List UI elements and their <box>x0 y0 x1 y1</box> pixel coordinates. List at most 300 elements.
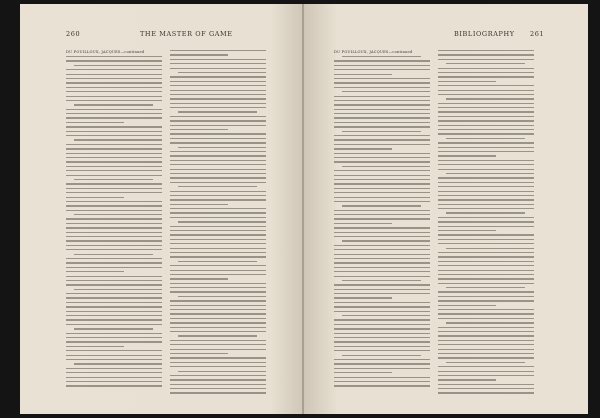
text-line <box>170 270 266 271</box>
text-line <box>438 177 534 178</box>
text-line <box>66 324 162 325</box>
text-line <box>438 85 534 86</box>
text-line <box>334 377 430 378</box>
text-line <box>66 341 162 342</box>
text-line <box>334 218 430 219</box>
text-line <box>66 236 162 237</box>
text-line <box>342 91 430 92</box>
text-line <box>438 199 534 200</box>
text-line <box>334 170 430 171</box>
text-line <box>334 293 430 294</box>
text-line <box>438 186 534 187</box>
text-line <box>170 234 266 235</box>
text-line <box>342 280 421 281</box>
text-line <box>334 179 430 180</box>
text-line <box>66 78 162 79</box>
text-line <box>170 362 266 363</box>
text-line <box>438 278 534 279</box>
text-line <box>66 372 162 373</box>
text-line <box>170 384 266 385</box>
text-line <box>170 327 266 328</box>
text-line <box>438 151 534 152</box>
text-line <box>334 363 430 364</box>
text-line <box>438 142 534 143</box>
text-line <box>438 270 534 271</box>
text-line <box>66 223 162 224</box>
text-line <box>178 72 266 73</box>
text-line <box>446 248 534 249</box>
text-line <box>66 262 162 263</box>
text-line <box>170 173 266 174</box>
text-line <box>334 359 430 360</box>
text-line <box>66 306 162 307</box>
text-line <box>170 85 266 86</box>
text-line <box>438 120 534 121</box>
text-line <box>334 65 430 66</box>
text-line <box>170 195 266 196</box>
text-line <box>74 65 162 66</box>
text-line <box>334 60 430 61</box>
text-line <box>66 175 162 176</box>
text-line <box>170 344 266 345</box>
text-line <box>438 133 534 134</box>
text-line <box>334 302 430 303</box>
book-spread <box>20 4 588 414</box>
text-line <box>438 234 534 235</box>
text-line <box>170 388 266 389</box>
text-line <box>334 385 430 386</box>
text-line <box>446 98 534 99</box>
text-line <box>170 129 228 130</box>
text-line <box>74 363 162 364</box>
text-line <box>334 197 430 198</box>
text-line <box>66 377 162 378</box>
text-line <box>334 276 430 277</box>
text-line <box>66 188 162 189</box>
text-line <box>334 210 430 211</box>
text-lines <box>334 56 430 387</box>
text-line <box>170 151 266 152</box>
text-line <box>170 160 266 161</box>
text-line <box>438 68 534 69</box>
page-number-right: 261 <box>530 30 545 38</box>
text-line <box>170 169 266 170</box>
text-line <box>66 258 162 259</box>
text-lines <box>438 50 534 394</box>
text-line <box>438 226 534 227</box>
text-line <box>170 349 266 350</box>
text-line <box>66 245 162 246</box>
text-line <box>438 296 534 297</box>
text-line <box>66 210 162 211</box>
text-line <box>334 232 430 233</box>
text-line <box>66 276 162 277</box>
text-line <box>334 223 392 224</box>
text-line <box>66 368 162 369</box>
text-line <box>66 82 162 83</box>
text-line <box>438 379 496 380</box>
text-line <box>170 375 266 376</box>
text-line <box>334 333 430 334</box>
text-line <box>170 191 266 192</box>
text-line <box>438 283 534 284</box>
text-line <box>438 256 534 257</box>
text-line <box>438 208 534 209</box>
text-line <box>334 337 430 338</box>
page-number-left: 260 <box>66 30 81 38</box>
text-line <box>438 384 534 385</box>
text-line <box>438 239 534 240</box>
text-line <box>334 306 430 307</box>
text-line <box>342 355 421 356</box>
text-line <box>178 186 257 187</box>
text-line <box>342 315 430 316</box>
text-line <box>334 346 430 347</box>
text-line <box>66 183 162 184</box>
text-line <box>446 173 534 174</box>
text-line <box>170 98 266 99</box>
text-line <box>334 87 430 88</box>
text-line <box>438 371 534 372</box>
text-line <box>66 359 162 360</box>
text-line <box>334 214 430 215</box>
text-line <box>66 170 162 171</box>
text-line <box>438 340 534 341</box>
text-line <box>66 284 162 285</box>
text-line <box>170 90 266 91</box>
text-line <box>178 147 266 148</box>
text-line <box>66 74 162 75</box>
text-line <box>342 131 421 132</box>
text-line <box>170 291 266 292</box>
text-line <box>66 192 162 193</box>
text-line <box>438 50 534 51</box>
text-line <box>66 109 162 110</box>
text-line <box>66 197 124 198</box>
text-line <box>66 205 162 206</box>
text-line <box>170 50 266 51</box>
text-line <box>66 267 162 268</box>
text-line <box>446 138 525 139</box>
text-line <box>438 344 534 345</box>
text-line <box>438 164 534 165</box>
text-line <box>66 346 124 347</box>
text-line <box>66 218 162 219</box>
text-line <box>342 166 430 167</box>
text-line <box>438 169 534 170</box>
text-line <box>438 313 534 314</box>
text-line <box>66 337 162 338</box>
text-line <box>334 96 430 97</box>
text-line <box>66 60 162 61</box>
text-line <box>170 283 266 284</box>
text-line <box>438 331 534 332</box>
text-line <box>170 366 266 367</box>
text-line <box>334 324 430 325</box>
text-line <box>334 254 430 255</box>
text-line <box>66 333 162 334</box>
left-column-2 <box>170 50 266 397</box>
text-line <box>334 161 430 162</box>
text-line <box>170 248 266 249</box>
text-line <box>170 133 266 134</box>
text-line <box>334 126 430 127</box>
text-lines <box>66 56 162 387</box>
text-line <box>66 153 162 154</box>
text-line <box>170 340 266 341</box>
text-line <box>66 69 162 70</box>
text-line <box>438 195 534 196</box>
running-head-right: BIBLIOGRAPHY <box>454 30 515 38</box>
text-line <box>334 227 430 228</box>
text-line <box>66 240 162 241</box>
text-line <box>170 94 266 95</box>
text-line <box>334 328 430 329</box>
text-line <box>438 94 534 95</box>
text-line <box>66 302 162 303</box>
text-line <box>66 131 162 132</box>
subhead-right: DU FOUILLOUX, JACQUES—continued <box>334 50 413 54</box>
text-line <box>170 120 266 121</box>
text-line <box>334 153 430 154</box>
text-line <box>334 148 392 149</box>
text-line <box>66 56 162 57</box>
text-line <box>170 107 266 108</box>
text-line <box>438 349 534 350</box>
text-line <box>170 331 266 332</box>
text-line <box>66 157 162 158</box>
text-line <box>438 309 534 310</box>
text-line <box>334 122 430 123</box>
text-line <box>170 177 266 178</box>
text-line <box>438 335 534 336</box>
text-line <box>334 245 430 246</box>
text-line <box>66 161 162 162</box>
text-line <box>170 243 266 244</box>
text-line <box>170 392 266 393</box>
text-line <box>438 217 534 218</box>
text-line <box>342 240 430 241</box>
text-line <box>66 293 162 294</box>
left-page <box>20 4 304 414</box>
text-line <box>342 56 421 57</box>
text-line <box>66 280 162 281</box>
text-line <box>334 262 430 263</box>
text-line <box>66 350 162 351</box>
text-line <box>170 59 266 60</box>
text-line <box>334 69 430 70</box>
text-line <box>438 366 534 367</box>
text-line <box>66 355 162 356</box>
text-line <box>438 76 534 77</box>
text-line <box>438 147 534 148</box>
text-line <box>74 289 162 290</box>
text-line <box>438 327 534 328</box>
text-line <box>438 155 496 156</box>
text-line <box>170 274 266 275</box>
text-line <box>170 309 266 310</box>
text-line <box>66 91 162 92</box>
text-line <box>170 138 266 139</box>
text-line <box>438 90 534 91</box>
text-line <box>66 96 162 97</box>
text-line <box>66 126 162 127</box>
text-line <box>170 68 266 69</box>
text-line <box>334 109 430 110</box>
text-line <box>446 63 525 64</box>
text-line <box>334 284 430 285</box>
text-line <box>438 54 534 55</box>
text-line <box>170 379 266 380</box>
text-line <box>334 319 430 320</box>
text-line <box>334 78 430 79</box>
text-line <box>334 74 392 75</box>
text-line <box>438 274 534 275</box>
right-column-2 <box>438 50 534 397</box>
text-line <box>438 357 534 358</box>
text-line <box>170 199 266 200</box>
text-line <box>438 243 534 244</box>
text-line <box>334 100 430 101</box>
text-line <box>438 392 534 393</box>
text-line <box>438 59 534 60</box>
text-line <box>170 226 266 227</box>
text-line <box>170 182 266 183</box>
text-line <box>438 388 534 389</box>
text-line <box>438 375 534 376</box>
text-line <box>66 227 162 228</box>
text-line <box>66 315 162 316</box>
text-line <box>178 296 266 297</box>
text-line <box>342 205 421 206</box>
text-line <box>66 201 162 202</box>
text-line <box>334 175 430 176</box>
text-line <box>438 230 496 231</box>
text-line <box>334 311 430 312</box>
subhead-left: DU FOUILLOUX, JACQUES—continued <box>66 50 145 54</box>
text-line <box>334 188 430 189</box>
text-line <box>66 148 162 149</box>
text-line <box>438 191 534 192</box>
text-line <box>334 139 430 140</box>
text-line <box>334 82 430 83</box>
text-line <box>170 256 266 257</box>
text-line <box>74 104 153 105</box>
text-line <box>66 232 162 233</box>
text-line <box>334 289 430 290</box>
text-line <box>334 350 430 351</box>
text-line <box>178 335 257 336</box>
text-line <box>66 385 162 386</box>
text-line <box>74 254 153 255</box>
text-line <box>438 265 534 266</box>
text-line <box>170 230 266 231</box>
text-line <box>438 221 534 222</box>
text-line <box>438 300 534 301</box>
text-line <box>66 135 162 136</box>
text-line <box>170 208 266 209</box>
text-line <box>446 322 534 323</box>
text-line <box>334 192 430 193</box>
text-line <box>170 353 228 354</box>
text-line <box>446 287 525 288</box>
text-line <box>438 204 534 205</box>
text-line <box>170 278 228 279</box>
text-line <box>74 179 153 180</box>
text-line <box>170 103 266 104</box>
text-line <box>334 381 430 382</box>
text-line <box>170 212 266 213</box>
text-line <box>334 236 430 237</box>
text-line <box>170 252 266 253</box>
text-line <box>170 164 266 165</box>
right-page <box>304 4 588 414</box>
text-line <box>334 104 430 105</box>
right-column-1 <box>334 50 430 390</box>
text-line <box>66 319 162 320</box>
text-line <box>438 318 534 319</box>
text-line <box>170 63 266 64</box>
text-line <box>170 318 266 319</box>
text-line <box>170 305 266 306</box>
text-line <box>438 81 496 82</box>
text-line <box>438 103 534 104</box>
text-line <box>178 261 257 262</box>
text-line <box>334 297 392 298</box>
text-line <box>334 368 430 369</box>
text-line <box>66 381 162 382</box>
text-line <box>178 111 257 112</box>
text-line <box>178 221 266 222</box>
running-head-left: THE MASTER OF GAME <box>140 30 233 38</box>
text-line <box>334 117 430 118</box>
text-line <box>438 305 496 306</box>
text-line <box>334 271 430 272</box>
text-line <box>74 139 162 140</box>
text-line <box>438 291 534 292</box>
text-line <box>446 362 525 363</box>
text-line <box>438 160 534 161</box>
text-line <box>334 258 430 259</box>
text-line <box>74 214 162 215</box>
text-line <box>66 144 162 145</box>
text-line <box>66 271 124 272</box>
text-line <box>446 212 525 213</box>
text-line <box>66 100 162 101</box>
text-line <box>66 117 162 118</box>
text-line <box>334 113 430 114</box>
text-line <box>334 157 430 158</box>
text-line <box>170 300 266 301</box>
text-line <box>438 129 534 130</box>
text-line <box>170 142 266 143</box>
text-line <box>170 322 266 323</box>
text-line <box>334 183 430 184</box>
text-line <box>66 122 124 123</box>
text-line <box>438 72 534 73</box>
text-line <box>438 125 534 126</box>
text-line <box>66 249 162 250</box>
text-line <box>170 357 266 358</box>
text-line <box>178 371 266 372</box>
text-line <box>66 297 162 298</box>
text-line <box>170 313 266 314</box>
text-line <box>170 116 266 117</box>
text-line <box>66 166 162 167</box>
text-line <box>438 261 534 262</box>
text-line <box>170 76 266 77</box>
text-line <box>438 111 534 112</box>
